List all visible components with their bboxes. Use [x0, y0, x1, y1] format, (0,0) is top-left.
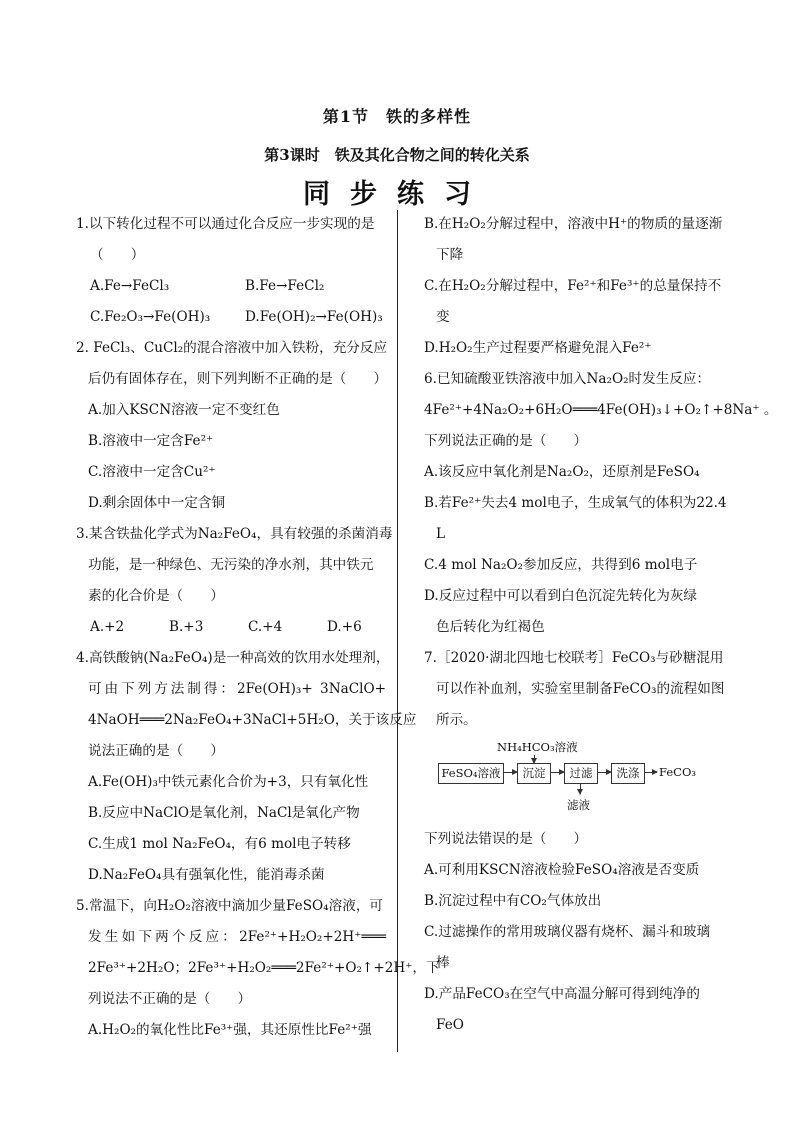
question-5-option-a: A.H₂O₂的氧化性比Fe³⁺强，其还原性比Fe²⁺强 — [88, 1022, 372, 1038]
question-6-option-b-cont: L — [436, 526, 446, 542]
question-6-equation: 4Fe²⁺+4Na₂O₂+6H₂O═══4Fe(OH)₃↓+O₂↑+8Na⁺ 。 — [424, 402, 778, 418]
flow-box-wash: 洗涤 — [611, 763, 645, 784]
question-4-option-b: B.反应中NaClO是氧化剂，NaCl是氧化产物 — [88, 805, 360, 821]
question-7-stem-cont: 可以作补血剂，实验室里制备FeCO₃的流程如图 — [436, 681, 725, 697]
flow-product-label: FeCO₃ — [659, 765, 696, 779]
question-2-stem: 2. FeCl₃、CuCl₂的混合溶液中加入铁粉，充分反应 — [76, 340, 388, 356]
question-4-option-a: A.Fe(OH)₃中铁元素化合价为+3，只有氧化性 — [88, 774, 369, 790]
flow-arrow-4 — [644, 772, 657, 773]
question-5-option-c: C.在H₂O₂分解过程中，Fe²⁺和Fe³⁺的总量保持不 — [424, 278, 722, 294]
flow-arrow-3 — [597, 772, 611, 773]
question-7-stem: 7.［2020·湖北四地七校联考］FeCO₃与砂糖混用 — [424, 650, 724, 666]
question-4-stem: 4.高铁酸钠(Na₂FeO₄)是一种高效的饮用水处理剂， — [76, 650, 390, 666]
question-1-stem: 1.以下转化过程不可以通过化合反应一步实现的是 — [76, 216, 375, 232]
question-3-stem-cont: 素的化合价是（ ） — [88, 588, 224, 604]
question-5-option-b-cont: 下降 — [436, 247, 464, 263]
question-5-stem-cont: 列说法不正确的是（ ） — [88, 991, 252, 1007]
question-7-prompt: 下列说法错误的是（ ） — [424, 831, 588, 847]
flow-arrow-2 — [550, 772, 564, 773]
option-c: C.+4 — [248, 619, 283, 635]
flow-waste-arrow — [580, 784, 581, 794]
flow-reagent-arrow — [534, 755, 535, 763]
question-5-stem: 5.常温下，向H₂O₂溶液中滴加少量FeSO₄溶液，可 — [76, 898, 384, 914]
question-3-stem: 3.某含铁盐化学式为Na₂FeO₄，具有较强的杀菌消毒 — [76, 526, 393, 542]
question-7-option-c-cont: 棒 — [436, 955, 450, 971]
question-2-option-d: D.剩余固体中一定含铜 — [88, 495, 226, 511]
option-a: A.Fe→FeCl₃ — [90, 278, 170, 294]
question-5-stem-cont: 发生如下两个反应：2Fe²⁺+H₂O₂+2H⁺═══ — [88, 929, 386, 945]
question-7-option-d: D.产品FeCO₃在空气中高温分解可得到纯净的 — [424, 986, 700, 1002]
flow-waste-label: 滤液 — [567, 798, 590, 812]
question-6-option-b: B.若Fe²⁺失去4 mol电子，生成氧气的体积为22.4 — [424, 495, 727, 511]
question-6-prompt: 下列说法正确的是（ ） — [424, 433, 588, 449]
lesson-title: 第3课时 铁及其化合物之间的转化关系 — [264, 146, 530, 164]
practice-title: 同步练习 — [303, 179, 491, 210]
question-4-option-d: D.Na₂FeO₄具有强氧化性，能消毒杀菌 — [88, 867, 325, 883]
question-7-option-d-cont: FeO — [436, 1017, 464, 1033]
flow-box-precipitate: 沉淀 — [517, 763, 551, 784]
question-6-stem: 6.已知硫酸亚铁溶液中加入Na₂O₂时发生反应： — [424, 371, 711, 387]
flow-reagent-label: NH₄HCO₃溶液 — [497, 740, 578, 754]
question-2-option-c: C.溶液中一定含Cu²⁺ — [88, 464, 216, 480]
question-6-option-c: C.4 mol Na₂O₂参加反应，共得到6 mol电子 — [424, 557, 698, 573]
question-4-stem-cont: 说法正确的是（ ） — [88, 743, 224, 759]
question-7-option-a: A.可利用KSCN溶液检验FeSO₄溶液是否变质 — [424, 862, 700, 878]
question-1-options-ab — [76, 274, 386, 305]
option-d: D.Fe(OH)₂→Fe(OH)₃ — [245, 309, 383, 325]
question-7-option-c: C.过滤操作的常用玻璃仪器有烧杯、漏斗和玻璃 — [424, 924, 711, 940]
flow-arrow-1 — [503, 772, 517, 773]
flow-box-start: FeSO₄溶液 — [438, 763, 504, 784]
question-4-stem-cont: 4NaOH═══2Na₂FeO₄+3NaCl+5H₂O，关于该反应 — [88, 712, 417, 728]
question-6-option-a: A.该反应中氧化剂是Na₂O₂，还原剂是FeSO₄ — [424, 464, 700, 480]
question-6-option-d-cont: 色后转化为红褐色 — [436, 619, 545, 635]
option-b: B.+3 — [169, 619, 204, 635]
question-3-stem-cont: 功能，是一种绿色、无污染的净水剂，其中铁元 — [88, 557, 374, 573]
question-2-option-b: B.溶液中一定含Fe²⁺ — [88, 433, 214, 449]
option-b: B.Fe→FeCl₂ — [245, 278, 325, 294]
question-2-option-a: A.加入KSCN溶液一定不变红色 — [88, 402, 280, 418]
question-2-stem-cont: 后仍有固体存在，则下列判断不正确的是（ ） — [88, 371, 388, 387]
flow-box-filter: 过滤 — [564, 763, 598, 784]
option-c: C.Fe₂O₃→Fe(OH)₃ — [90, 309, 211, 325]
question-4-option-c: C.生成1 mol Na₂FeO₄，有6 mol电子转移 — [88, 836, 351, 852]
left-column — [76, 212, 440, 1049]
question-6-option-d: D.反应过程中可以看到白色沉淀先转化为灰绿 — [424, 588, 698, 604]
section-title: 第1节 铁的多样性 — [322, 107, 472, 126]
question-4-stem-cont: 可由下列方法制得：2Fe(OH)₃+ 3NaClO+ — [88, 681, 386, 697]
option-d: D.+6 — [327, 619, 362, 635]
flowchart — [424, 739, 724, 827]
question-1-options-cd — [76, 305, 386, 336]
question-7-stem-cont: 所示。 — [436, 712, 477, 728]
question-5-option-c-cont: 变 — [436, 309, 450, 325]
question-3-options — [76, 615, 386, 646]
question-5-stem-cont: 2Fe³⁺+2H₂O；2Fe³⁺+H₂O₂═══2Fe²⁺+O₂↑+2H⁺，下 — [88, 960, 440, 976]
option-a: A.+2 — [90, 619, 125, 635]
question-5-option-b: B.在H₂O₂分解过程中，溶液中H⁺的物质的量逐渐 — [424, 216, 723, 232]
question-1-bracket: （ ） — [90, 247, 145, 263]
right-column — [424, 212, 778, 1044]
question-5-option-d: D.H₂O₂生产过程要严格避免混入Fe²⁺ — [424, 340, 652, 356]
question-7-option-b: B.沉淀过程中有CO₂气体放出 — [424, 893, 602, 909]
